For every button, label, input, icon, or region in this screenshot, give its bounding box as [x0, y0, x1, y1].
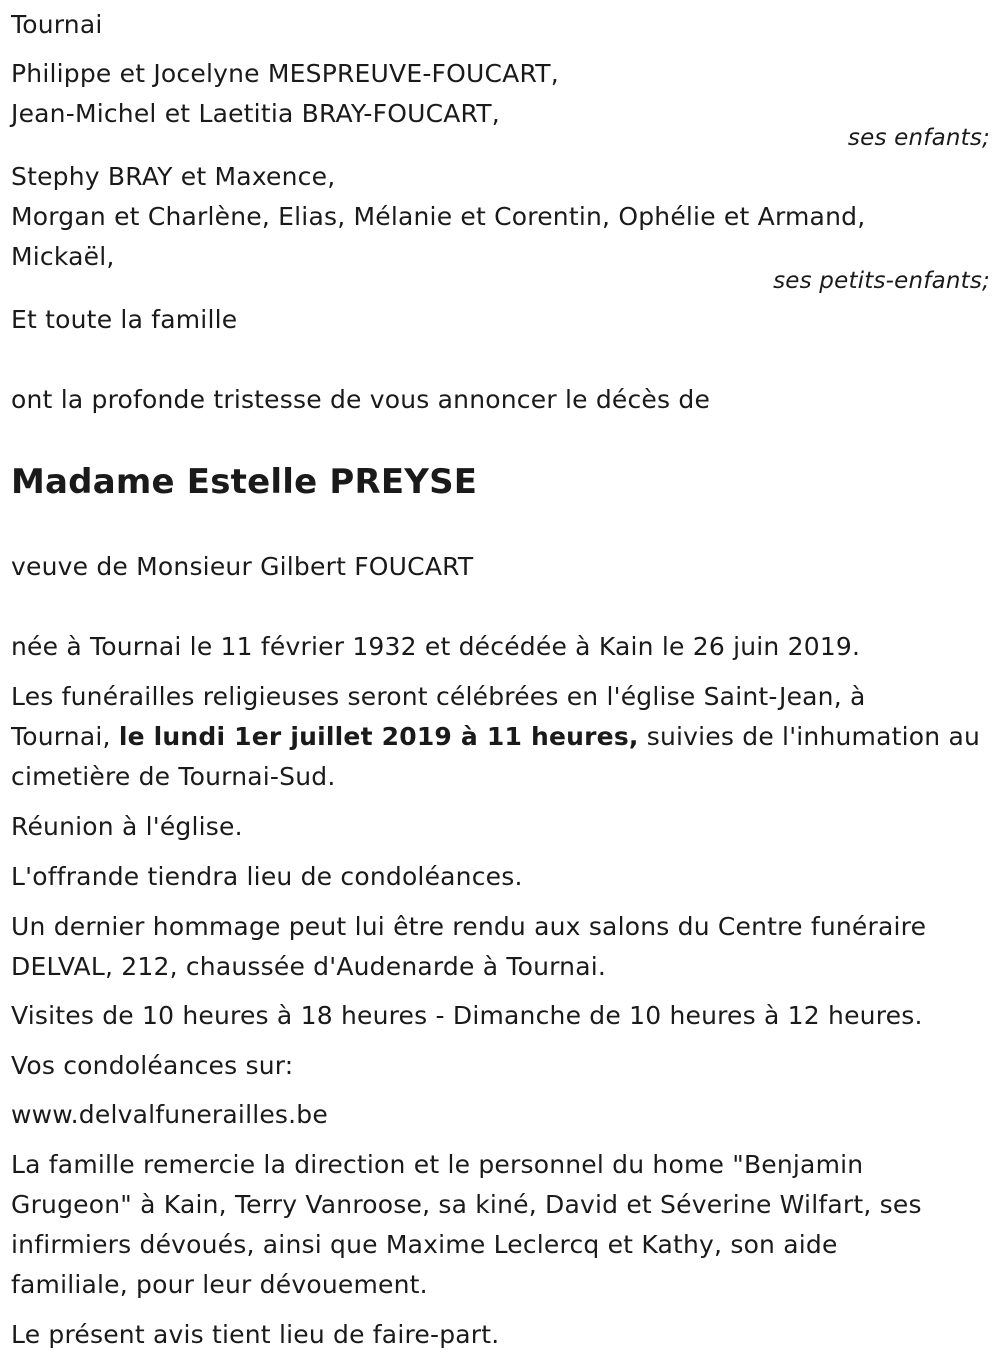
children-role: ses enfants;: [847, 125, 990, 151]
funeral-line-2: [11, 722, 980, 752]
family-line: Et toute la famille: [11, 305, 238, 334]
homage-line-2: DELVAL, 212, chaussée d'Audenarde à Tournai.: [11, 952, 607, 981]
visits-line: Visites de 10 heures à 18 heures - Dimanche de 10 heures à 12 heures.: [11, 1001, 923, 1030]
grandchildren-role: ses petits-enfants;: [773, 268, 990, 294]
condolences-label: Vos condoléances sur:: [11, 1051, 294, 1080]
funeral-line-3: cimetière de Tournai-Sud.: [11, 762, 336, 791]
birth-death-dates: née à Tournai le 11 février 1932 et décédée à Kain le 26 juin 2019.: [11, 632, 861, 661]
widow-of-line: veuve de Monsieur Gilbert FOUCART: [11, 552, 474, 581]
closing-line: Le présent avis tient lieu de faire-part.: [11, 1320, 500, 1349]
children-line-2: Jean-Michel et Laetitia BRAY-FOUCART,: [11, 99, 500, 128]
thanks-line-1: La famille remercie la direction et le personnel du home "Benjamin: [11, 1150, 864, 1179]
funeral-line-1: Les funérailles religieuses seront célébrées en l'église Saint-Jean, à: [11, 682, 866, 711]
grandchildren-line-3: Mickaël,: [11, 242, 115, 271]
announcement-line: ont la profonde tristesse de vous annoncer le décès de: [11, 385, 711, 414]
funeral-line-2-start: Tournai,: [11, 722, 119, 751]
thanks-line-4: familiale, pour leur dévouement.: [11, 1270, 428, 1299]
deceased-name: Madame Estelle PREYSE: [11, 462, 478, 502]
city-heading: Tournai: [11, 10, 103, 39]
funeral-line-2-end: suivies de l'inhumation au: [638, 722, 981, 751]
offering-line: L'offrande tiendra lieu de condoléances.: [11, 862, 523, 891]
thanks-line-2: Grugeon" à Kain, Terry Vanroose, sa kiné, David et Séverine Wilfart, ses: [11, 1190, 922, 1219]
grandchildren-line-2: Morgan et Charlène, Elias, Mélanie et Corentin, Ophélie et Armand,: [11, 202, 866, 231]
children-line-1: Philippe et Jocelyne MESPREUVE-FOUCART,: [11, 59, 559, 88]
website-link[interactable]: [11, 1100, 328, 1130]
meeting-line: Réunion à l'église.: [11, 812, 243, 841]
homage-line-1: Un dernier hommage peut lui être rendu aux salons du Centre funéraire: [11, 912, 927, 941]
funeral-date-time: le lundi 1er juillet 2019 à 11 heures,: [118, 722, 639, 751]
website-link-text[interactable]: www.delvalfunerailles.be: [11, 1100, 328, 1129]
grandchildren-line-1: Stephy BRAY et Maxence,: [11, 162, 336, 191]
thanks-line-3: infirmiers dévoués, ainsi que Maxime Leclercq et Kathy, son aide: [11, 1230, 838, 1259]
